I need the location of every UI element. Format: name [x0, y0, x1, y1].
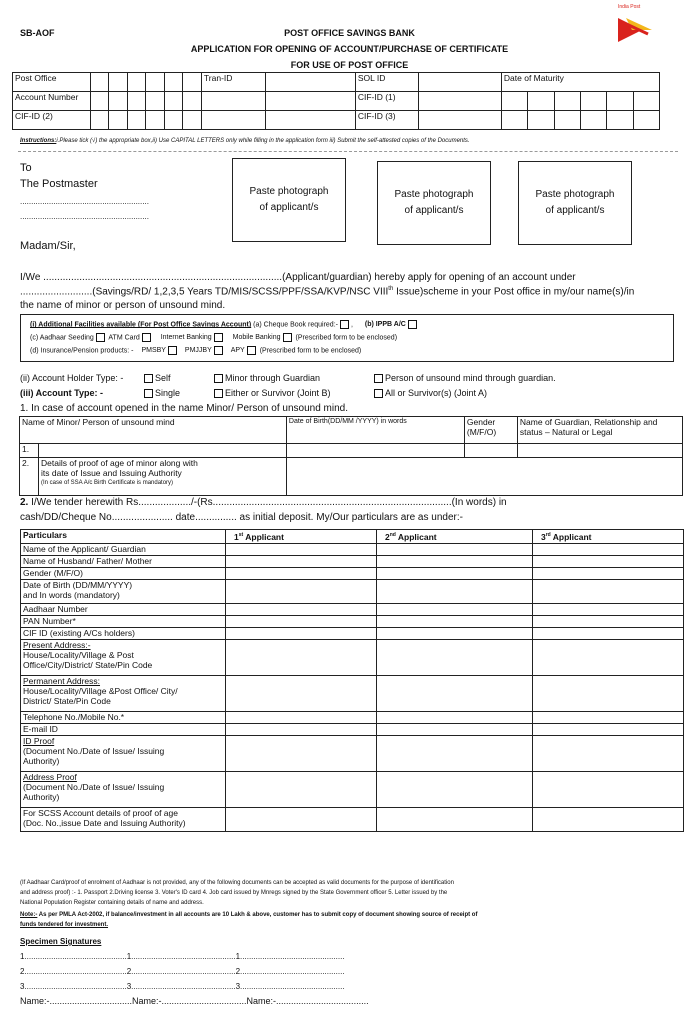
particulars-row: [21, 724, 684, 736]
footer-note-2: and address proof) :- 1. Passport 2.Driving license 3. Voter's ID card 4. Job card issued by Mnregs signed by the State Government officer 5. Letter issued by the: [20, 890, 448, 896]
account-number-cell[interactable]: [109, 92, 128, 111]
particulars-label-line: E-mail ID: [23, 724, 58, 734]
applicant-2-field[interactable]: [377, 676, 533, 712]
applicant-2-field[interactable]: [377, 772, 533, 808]
particulars-row: [21, 640, 684, 676]
particulars-label: [21, 676, 226, 712]
applicant-1-field[interactable]: [226, 640, 377, 676]
particulars-label: [21, 604, 226, 616]
applicant-word: Applicant: [243, 531, 284, 542]
particulars-label: [21, 808, 226, 832]
post-office-cell[interactable]: [183, 73, 202, 92]
ippb-checkbox[interactable]: [408, 320, 417, 329]
particulars-label-line: (Document No./Date of Issue/ Issuing: [23, 746, 165, 756]
particulars-label-line: House/Locality/Village & Post: [23, 650, 134, 660]
account-number-cell[interactable]: [265, 92, 355, 111]
applicant-3-field[interactable]: [533, 676, 684, 712]
intro-line-3: the name of minor or person of unsound mind.: [20, 300, 226, 311]
holder-unsound: [372, 373, 556, 383]
applicant-1-field[interactable]: [226, 628, 377, 640]
aadhaar-seeding-label: (c) Aadhaar Seeding: [30, 334, 94, 342]
footer-note-3: National Population Register containing details of name and address.: [20, 900, 204, 906]
photo-text: Paste photograph: [394, 189, 474, 200]
address-line-2[interactable]: ..........................................................: [20, 212, 149, 221]
particulars-row: [21, 712, 684, 724]
ippb-label: (b) IPPB A/C: [364, 321, 406, 329]
proof-of-age-field[interactable]: [286, 458, 682, 496]
minor-table: [19, 416, 683, 496]
particulars-label-line: District/ State/Pin Code: [23, 696, 111, 706]
proof-of-age-label: [39, 458, 287, 496]
particulars-row: [21, 568, 684, 580]
particulars-label-line: Aadhaar Number: [23, 604, 88, 614]
deposit-line-2: cash/DD/Cheque No...................... date............... as initial deposit. My/Our particulars are as under:-: [20, 512, 463, 523]
applicant-1-field[interactable]: [226, 772, 377, 808]
cif3-cell[interactable]: [554, 111, 580, 130]
particulars-label: [21, 724, 226, 736]
all-label: All or Survivor(s) (Joint A): [385, 388, 488, 398]
account-number-cell[interactable]: [127, 92, 146, 111]
account-number-cell[interactable]: [183, 92, 202, 111]
cif2-cell[interactable]: [183, 111, 202, 130]
particulars-label: [21, 544, 226, 556]
aadhaar-seeding-checkbox[interactable]: [96, 333, 105, 342]
applicant-3-field[interactable]: [533, 640, 684, 676]
post-office-cell[interactable]: [90, 73, 109, 92]
applicant-word: Applicant: [395, 531, 437, 542]
particulars-row: [21, 676, 684, 712]
applicant-1-field[interactable]: [226, 808, 377, 832]
particulars-row: [21, 772, 684, 808]
postmaster-label: The Postmaster: [20, 178, 98, 190]
particulars-label-line: Gender (M/F/O): [23, 568, 83, 578]
applicant-sup: nd: [389, 532, 396, 538]
intro-text: ..........................(Savings/RD/ 1,2,3,5 Years TD/MIS/SCSS/PPF/SSA/KVP/NSC VIII: [20, 286, 389, 298]
particulars-label-line: Office/City/District/ State/Pin Code: [23, 660, 153, 670]
title-line-2: APPLICATION FOR OPENING OF ACCOUNT/PURCHASE OF CERTIFICATE: [190, 44, 509, 54]
particulars-label: [21, 736, 226, 772]
applicant-2-field[interactable]: [377, 712, 533, 724]
salutation: Madam/Sir,: [20, 240, 76, 252]
applicant-word: Applicant: [550, 531, 592, 542]
minor-checkbox[interactable]: [214, 374, 223, 383]
atm-card-label: ATM Card: [108, 334, 140, 342]
tran-id-field[interactable]: [265, 73, 355, 92]
applicant-1-field[interactable]: [226, 712, 377, 724]
cif2-cell[interactable]: [90, 111, 109, 130]
form-code: SB-AOF: [20, 28, 55, 38]
tran-id-label: Tran-ID: [201, 73, 265, 92]
particulars-row: [21, 808, 684, 832]
account-type-either: [212, 388, 331, 398]
footer-note-1: (If Aadhaar Card/proof of enrolment of Aadhaar is not provided, any of the following documents can be accepted as valid documents for the purpose of identification: [20, 880, 454, 886]
particulars-label-line: CIF ID (existing A/Cs holders): [23, 628, 135, 638]
cif1-cell[interactable]: [554, 92, 580, 111]
cif1-label: CIF-ID (1): [355, 92, 419, 111]
minor-label: Minor through Guardian: [225, 373, 321, 383]
particulars-label: [21, 568, 226, 580]
facilities-row-3: [30, 346, 361, 355]
applicant-3-header: [533, 530, 684, 544]
applicant-sup: st: [238, 532, 244, 538]
applicant-3-field[interactable]: [533, 544, 684, 556]
photo-text: of applicant/s: [259, 202, 319, 213]
applicant-2-field[interactable]: [377, 616, 533, 628]
account-number-cell[interactable]: [201, 92, 265, 111]
post-office-cell[interactable]: [164, 73, 183, 92]
photo-box-3[interactable]: [518, 161, 632, 245]
proof-note: (In case of SSA A/c Birth Certificate is mandatory): [41, 480, 174, 486]
gender-header-text: (M/F/O): [466, 427, 497, 437]
minor-dob-field[interactable]: [286, 444, 464, 458]
particulars-label-line: Telephone No./Mobile No.*: [23, 712, 125, 722]
applicant-3-field[interactable]: [533, 628, 684, 640]
applicant-1-field[interactable]: [226, 556, 377, 568]
proof-text: Details of proof of age of minor along with: [41, 458, 198, 468]
facilities-row-2: [30, 333, 397, 342]
post-office-label: Post Office: [13, 73, 91, 92]
photo-text: Paste photograph: [535, 189, 615, 200]
account-type-all: [372, 388, 487, 398]
pmjjby-checkbox[interactable]: [214, 346, 223, 355]
divider: [18, 151, 678, 152]
cif1-cell[interactable]: [607, 92, 633, 111]
applicant-1-field[interactable]: [226, 568, 377, 580]
particulars-label: [21, 628, 226, 640]
holder-type-label: (ii) Account Holder Type: -: [20, 373, 124, 383]
cif3-cell[interactable]: [528, 111, 554, 130]
specimen-signatures-heading: Specimen Signatures: [20, 937, 102, 946]
minor-section-heading: 1. In case of account opened in the name Minor/ Person of unsound mind.: [20, 403, 348, 414]
applicant-2-field[interactable]: [377, 640, 533, 676]
applicant-3-field[interactable]: [533, 556, 684, 568]
mobile-banking-checkbox[interactable]: [283, 333, 292, 342]
particulars-row: [21, 580, 684, 604]
signature-line-2[interactable]: 2..............................................2...............................................2...............................................: [20, 967, 345, 976]
to-label: To: [20, 162, 32, 174]
footer-note-4: [20, 912, 477, 918]
applicant-1-field[interactable]: [226, 544, 377, 556]
particulars-label: [21, 712, 226, 724]
cif2-cell[interactable]: [164, 111, 183, 130]
single-checkbox[interactable]: [144, 389, 153, 398]
cif3-cell[interactable]: [580, 111, 606, 130]
particulars-row: [21, 544, 684, 556]
facilities-label: (i) Additional Facilities available (For Post Office Savings Account): [30, 321, 252, 329]
minor-name-field[interactable]: [39, 444, 287, 458]
guardian-header-text: status – Natural or Legal: [519, 427, 613, 437]
particulars-label-line: Present Address:-: [23, 640, 91, 650]
particulars-row: [21, 616, 684, 628]
india-post-logo: [612, 4, 658, 44]
unsound-checkbox[interactable]: [374, 374, 383, 383]
proof-text: its date of Issue and Issuing Authority: [41, 468, 182, 478]
particulars-label-line: (Doc. No.,issue Date and Issuing Authority): [23, 818, 186, 828]
particulars-label-line: Date of Birth (DD/MM/YYYY): [23, 580, 133, 590]
post-office-cell[interactable]: [146, 73, 165, 92]
particulars-label-line: Permanent Address:: [23, 676, 101, 686]
applicant-1-field[interactable]: [226, 604, 377, 616]
account-number-cell[interactable]: [146, 92, 165, 111]
office-use-grid: [12, 72, 660, 130]
applicant-1-field[interactable]: [226, 736, 377, 772]
minor-dob-header: Date of Birth(DD/MM /YYYY) in words: [286, 417, 464, 444]
deposit-line-1: [20, 497, 507, 508]
address-line-1[interactable]: ..........................................................: [20, 197, 149, 206]
either-checkbox[interactable]: [214, 389, 223, 398]
pmsby-checkbox[interactable]: [168, 346, 177, 355]
applicant-2-field[interactable]: [377, 808, 533, 832]
sol-id-label: SOL ID: [355, 73, 419, 92]
internet-banking-checkbox[interactable]: [214, 333, 223, 342]
photo-box-1[interactable]: [232, 158, 346, 242]
minor-gender-field[interactable]: [464, 444, 517, 458]
photo-text: of applicant/s: [545, 205, 605, 216]
particulars-label-line: Name of Husband/ Father/ Mother: [23, 556, 152, 566]
deposit-number: 2.: [20, 497, 32, 508]
post-office-cell[interactable]: [127, 73, 146, 92]
applicant-2-field[interactable]: [377, 568, 533, 580]
applicant-1-header: [226, 530, 377, 544]
applicant-num: 2: [385, 531, 390, 542]
sol-id-field[interactable]: [419, 73, 501, 92]
applicant-1-field[interactable]: [226, 676, 377, 712]
atm-card-checkbox[interactable]: [142, 333, 151, 342]
particulars-label-line: PAN Number*: [23, 616, 76, 626]
applicant-1-field[interactable]: [226, 616, 377, 628]
title-line-1: POST OFFICE SAVINGS BANK: [284, 28, 415, 38]
applicant-2-field[interactable]: [377, 628, 533, 640]
applicant-3-field[interactable]: [533, 568, 684, 580]
applicant-2-field[interactable]: [377, 556, 533, 568]
account-number-cell[interactable]: [90, 92, 109, 111]
applicant-num: 1: [234, 531, 239, 542]
particulars-label: [21, 772, 226, 808]
instructions-label: Instructions:: [20, 138, 57, 144]
cif2-label: CIF-ID (2): [13, 111, 91, 130]
cheque-book-label: (a) Cheque Book required:-: [253, 321, 338, 329]
particulars-row: [21, 736, 684, 772]
note-label: Note:-: [20, 912, 38, 918]
mobile-banking-label: Mobile Banking: [232, 334, 281, 342]
minor-guardian-field[interactable]: [517, 444, 682, 458]
internet-banking-label: Internet Banking: [160, 334, 212, 342]
signature-line-1[interactable]: 1..............................................1...............................................1...............................................: [20, 952, 345, 961]
cheque-book-checkbox[interactable]: [340, 320, 349, 329]
photo-text: of applicant/s: [404, 205, 464, 216]
applicant-2-field[interactable]: [377, 736, 533, 772]
applicant-2-field[interactable]: [377, 724, 533, 736]
self-label: Self: [155, 373, 171, 383]
minor-row-number: 1.: [20, 444, 39, 458]
particulars-label: [21, 580, 226, 604]
instructions-text: i.Please tick (√) the appropriate box,ii) Use CAPITAL LETTERS only while filling in the application form iii) Submit the self-attested copies of the Documents.: [56, 138, 470, 144]
instructions: [20, 138, 470, 144]
particulars-row: [21, 556, 684, 568]
date-of-maturity-label: Date of Maturity: [501, 73, 659, 92]
applicant-3-field[interactable]: [533, 604, 684, 616]
pmjjby-label: PMJJBY: [184, 347, 212, 355]
particulars-label-line: and In words (mandatory): [23, 590, 120, 600]
footer-note-5: funds tendered for investment.: [20, 922, 109, 928]
applicant-2-field[interactable]: [377, 580, 533, 604]
photo-text: Paste photograph: [249, 186, 329, 197]
note-text: As per PMLA Act-2002, if balance/investment in all accounts are 10 Lakh & above, customer has to submit copy of document showing source of receipt of: [37, 912, 478, 918]
cif1-cell[interactable]: [419, 92, 501, 111]
applicant-3-field[interactable]: [533, 772, 684, 808]
cif2-cell[interactable]: [201, 111, 265, 130]
particulars-label-line: ID Proof: [23, 736, 55, 746]
insurance-label: (d) Insurance/Pension products: -: [30, 347, 134, 355]
apy-checkbox[interactable]: [247, 346, 256, 355]
self-checkbox[interactable]: [144, 374, 153, 383]
intro-line-1: I/We ......................................................................................(Applicant/guardian) hereby apply for opening of an account under: [20, 272, 576, 283]
cif1-cell[interactable]: [501, 92, 527, 111]
particulars-label: [21, 616, 226, 628]
prescribed-form-note: (Prescribed form to be enclosed): [295, 334, 398, 342]
minor-guardian-header: [517, 417, 682, 444]
apy-label: APY: [230, 347, 245, 355]
particulars-label-line: Authority): [23, 756, 60, 766]
cif2-cell[interactable]: [146, 111, 165, 130]
all-checkbox[interactable]: [374, 389, 383, 398]
applicant-3-field[interactable]: [533, 580, 684, 604]
post-office-cell[interactable]: [109, 73, 128, 92]
pmsby-label: PMSBY: [141, 347, 166, 355]
particulars-table: [20, 529, 684, 832]
prescribed-form-note: (Prescribed form to be enclosed): [259, 347, 362, 355]
applicant-3-field[interactable]: [533, 616, 684, 628]
guardian-header-text: Name of Guardian, Relationship and: [519, 417, 658, 427]
cif3-cell[interactable]: [607, 111, 633, 130]
intro-sup: th: [388, 286, 394, 292]
applicant-2-field[interactable]: [377, 604, 533, 616]
single-label: Single: [155, 388, 181, 398]
gender-header-text: Gender: [466, 417, 496, 427]
cif2-cell[interactable]: [127, 111, 146, 130]
minor-gender-header: [464, 417, 517, 444]
particulars-row: [21, 604, 684, 616]
title-line-3: FOR USE OF POST OFFICE: [290, 60, 409, 70]
cif2-cell[interactable]: [265, 111, 355, 130]
holder-minor: [212, 373, 320, 383]
signature-names[interactable]: Name:-.................................Name:-..................................Name:-.....................................: [20, 996, 369, 1006]
particulars-row: [21, 628, 684, 640]
applicant-3-field[interactable]: [533, 712, 684, 724]
applicant-1-field[interactable]: [226, 580, 377, 604]
cif3-label: CIF-ID (3): [355, 111, 419, 130]
account-type-single: [142, 388, 180, 398]
cif1-cell[interactable]: [580, 92, 606, 111]
particulars-label-line: For SCSS Account details of proof of age: [23, 808, 178, 818]
minor-name-header: Name of Minor/ Person of unsound mind: [20, 417, 287, 444]
cif3-cell[interactable]: [419, 111, 501, 130]
unsound-label: Person of unsound mind through guardian.: [385, 373, 556, 383]
cif1-cell[interactable]: [633, 92, 659, 111]
particulars-label: [21, 556, 226, 568]
facilities-row-1: (i) Additional Facilities available (For Post Office Savings Account) (a) Cheque Book required:- , (b) IPPB A/C: [30, 320, 419, 329]
applicant-3-field[interactable]: [533, 808, 684, 832]
minor-row-number: 2.: [20, 458, 39, 496]
applicant-1-field[interactable]: [226, 724, 377, 736]
particulars-label-line: Address Proof: [23, 772, 77, 782]
particulars-header: Particulars: [21, 530, 226, 544]
intro-text: Issue)scheme in your Post office in my/our name(s)/in: [393, 286, 635, 298]
particulars-label-line: Name of the Applicant/ Guardian: [23, 544, 146, 554]
applicant-num: 3: [541, 531, 546, 542]
account-number-cell[interactable]: [164, 92, 183, 111]
applicant-3-field[interactable]: [533, 724, 684, 736]
account-number-label: Account Number: [13, 92, 91, 111]
deposit-text: I/We tender herewith Rs.................../-(Rs......................................................................................(In words) in: [31, 497, 507, 508]
particulars-label-line: House/Locality/Village &Post Office/ City/: [23, 686, 178, 696]
photo-box-2[interactable]: [377, 161, 491, 245]
applicant-sup: rd: [545, 532, 551, 538]
particulars-label-line: Authority): [23, 792, 60, 802]
cif3-cell[interactable]: [633, 111, 659, 130]
logo-text: India Post: [618, 4, 641, 10]
applicant-2-field[interactable]: [377, 544, 533, 556]
particulars-label-line: (Document No./Date of Issue/ Issuing: [23, 782, 165, 792]
account-type-label: (iii) Account Type: -: [20, 388, 103, 398]
cif2-cell[interactable]: [109, 111, 128, 130]
cif3-cell[interactable]: [501, 111, 527, 130]
intro-line-2: [20, 286, 634, 297]
applicant-3-field[interactable]: [533, 736, 684, 772]
signature-line-3[interactable]: 3..............................................3...............................................3...............................................: [20, 982, 345, 991]
holder-self: [142, 373, 171, 383]
particulars-label: [21, 640, 226, 676]
applicant-2-header: [377, 530, 533, 544]
cif1-cell[interactable]: [528, 92, 554, 111]
either-label: Either or Survivor (Joint B): [225, 388, 331, 398]
